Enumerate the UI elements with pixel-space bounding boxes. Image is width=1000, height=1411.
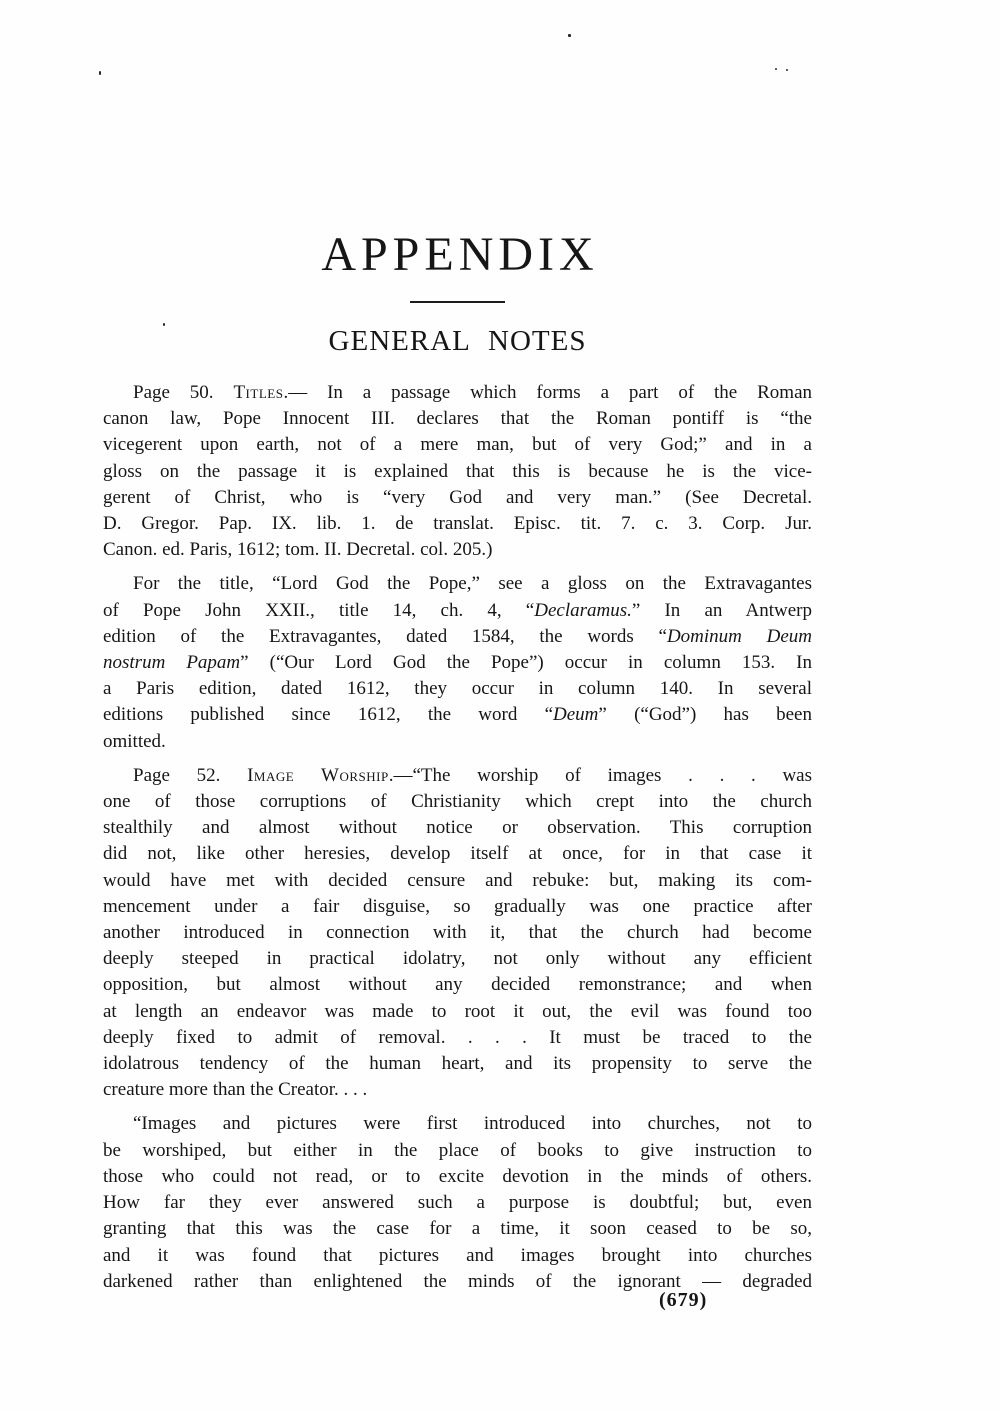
text-run: granting that this was the case for a time, it soon ceased to be so, [103, 1218, 812, 1240]
text-run: at length an endeavor was made to root it out, the evil was found too [103, 1000, 812, 1022]
text-run: .—“The worship of images . . . was [388, 764, 813, 786]
text-line [103, 624, 812, 650]
text-line [103, 841, 812, 867]
text-run: gloss on the passage it is explained that this is because he is the vice- [103, 460, 812, 482]
text-run: “Images and pictures were first introduced into churches, not to [133, 1113, 812, 1135]
text-run: omitted. [103, 730, 166, 752]
text-run: stealthily and almost without notice or observation. This corruption [103, 817, 812, 839]
text-run: of Pope John XXII., title 14, ch. 4, “ [103, 599, 535, 621]
text-line [103, 1111, 812, 1137]
paragraph [103, 571, 812, 754]
text-run: .— In a passage which forms a part of the Roman [283, 382, 812, 403]
text-run: idolatrous tendency of the human heart, and its propensity to serve the [103, 1053, 812, 1075]
text-run: How far they ever answered such a purpose is doubtful; but, even [103, 1192, 812, 1214]
text-line [103, 920, 812, 946]
text-line [103, 1190, 812, 1216]
text-line [103, 729, 812, 755]
text-line [103, 511, 812, 537]
section-heading: GENERAL NOTES [328, 325, 587, 357]
text-run: another introduced in connection with it, that the church had become [103, 922, 812, 944]
italic-text-run: Deum [553, 704, 599, 726]
text-run: be worshiped, but either in the place of books to give instruction to [103, 1139, 812, 1161]
text-run: For the title, “Lord God the Pope,” see a gloss on the Extravagantes [133, 573, 812, 595]
italic-text-run: Declaramus. [534, 599, 632, 621]
text-line [103, 1243, 812, 1269]
text-line [103, 946, 812, 972]
text-run: deeply steeped in practical idolatry, not only without any efficient [103, 948, 812, 970]
text-line [103, 650, 812, 676]
text-run: would have met with decided censure and rebuke: but, making its com- [103, 869, 812, 891]
paragraph [103, 380, 812, 563]
text-run: D. Gregor. Pap. IX. lib. 1. de translat. Episc. tit. 7. c. 3. Corp. Jur. [103, 513, 812, 535]
italic-text-run: Dominum Deum [666, 625, 812, 647]
text-run: gerent of Christ, who is “very God and very man.” (See Decretal. [103, 486, 812, 508]
text-run: ” (“Our Lord God the Pope”) occur in column 153. In [240, 652, 812, 674]
text-line [103, 999, 812, 1025]
italic-text-run: nostrum Papam [103, 652, 241, 674]
text-run: ” In an Antwerp [631, 599, 812, 621]
text-run: edition of the Extravagantes, dated 1584, the words “ [103, 625, 667, 647]
text-run: Page 52. [133, 764, 248, 786]
text-line [103, 1025, 812, 1051]
text-run: mencement under a fair disguise, so gradually was one practice after [103, 895, 812, 917]
text-line [103, 537, 812, 563]
text-line [103, 868, 812, 894]
paragraph [103, 1111, 812, 1294]
text-run: editions published since 1612, the word “ [103, 704, 553, 726]
text-line [103, 459, 812, 485]
text-column [103, 0, 812, 1295]
text-line [103, 1164, 812, 1190]
text-run: ” (“God”) has been [598, 704, 812, 726]
text-run: deeply fixed to admit of removal. . . . It must be traced to the [103, 1026, 812, 1048]
text-run: a Paris edition, dated 1612, they occur in column 140. In several [103, 678, 812, 700]
page-number: (679) [659, 1289, 708, 1311]
text-run: opposition, but almost without any decided remonstrance; and when [103, 974, 812, 996]
text-line [103, 485, 812, 511]
text-run: did not, like other heresies, develop itself at once, for in that case it [103, 843, 812, 865]
page-title: APPENDIX [321, 228, 599, 281]
title-divider-rule [410, 301, 505, 303]
text-line [103, 380, 812, 406]
body-text [103, 380, 812, 1295]
text-line [103, 789, 812, 815]
scan-speck [99, 71, 101, 75]
text-line [103, 763, 812, 789]
text-run: vicegerent upon earth, not of a mere man, but of very God;” and in a [103, 434, 812, 456]
text-run: and it was found that pictures and images brought into churches [103, 1244, 812, 1266]
text-line [103, 815, 812, 841]
text-line [103, 1138, 812, 1164]
text-run: canon law, Pope Innocent III. declares that the Roman pontiff is “the [103, 408, 812, 430]
text-line [103, 406, 812, 432]
text-run: creature more than the Creator. . . . [103, 1079, 368, 1101]
text-line [103, 598, 812, 624]
text-line [103, 1051, 812, 1077]
smallcaps-text-run: Image Worship [247, 764, 389, 786]
text-line [103, 972, 812, 998]
text-line [103, 676, 812, 702]
text-line [103, 1216, 812, 1242]
text-line [103, 571, 812, 597]
text-line [103, 894, 812, 920]
text-line [103, 432, 812, 458]
smallcaps-text-run: Titles [233, 382, 284, 403]
text-run: Page 50. [133, 382, 234, 403]
text-run: one of those corruptions of Christianity which crept into the church [103, 791, 812, 813]
text-line [103, 702, 812, 728]
paragraph [103, 763, 812, 1104]
text-run: darkened rather than enlightened the minds of the ignorant — degraded [103, 1270, 812, 1292]
text-run: Canon. ed. Paris, 1612; tom. II. Decretal. col. 205.) [103, 539, 493, 561]
text-run: those who could not read, or to excite devotion in the minds of others. [103, 1165, 812, 1187]
text-line [103, 1077, 812, 1103]
